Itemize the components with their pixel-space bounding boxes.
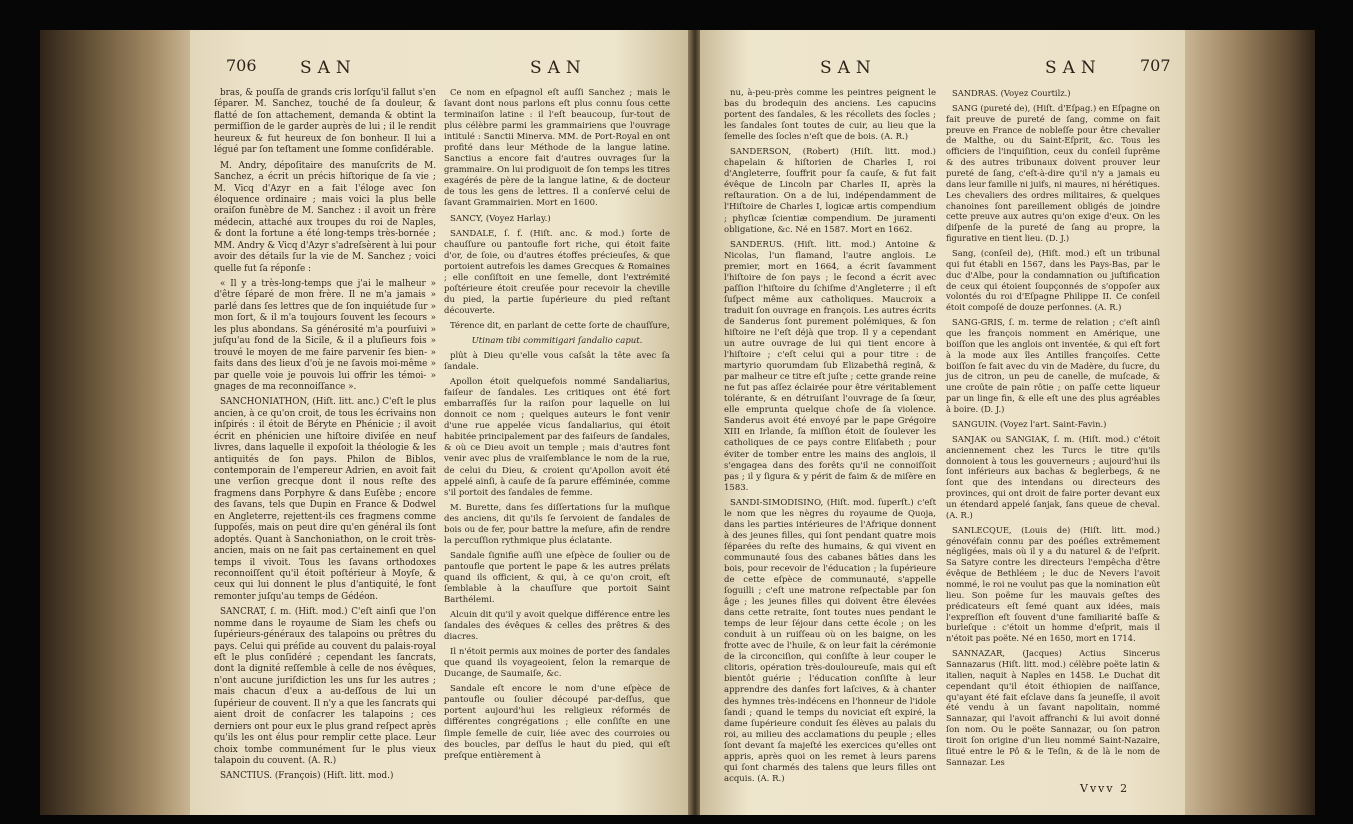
paragraph: Alcuin dit qu'il y avoit quelque différence entre les ſandales des évêques & celles des prêtres & des diacres. <box>444 610 670 643</box>
paragraph: SANDERUS. (Hiſt. litt. mod.) Antoine & Nicolas, l'un flamand, l'autre anglois. Le premier, mort en 1664, a écrit ſavamment l'hiſtoire de ſon pays ; le ſecond a écrit avec paſſion l'hiſtoire du ſchiſme d'Angleterre ; il eſt ſuſpect même aux catholiques. Maucroix a traduit ſon ouvrage en françois. Les autres écrits de Sanderus ſont purement polémiques, & ſon hiſtoire ne l'eſt déjà que trop. Il y a cependant un autre ouvrage de lui qui tient encore à l'hiſtoire ; c'eſt celui qui a pour titre : de martyrio quorumdam ſub Elizabethâ reginâ, & par malheur ce titre eſt juſte ; cette grande reine ne fut pas aſſez éclairée pour être véritablement tolérante, & en détruiſant l'ouvrage de ſa ſœur, elle emprunta quelque choſe de ſa violence. Sanderus avoit été envoyé par le pape Grégoire XIII en Irlande, ſa miſſion étoit de ſoulever les catholiques de ce pays contre Eliſabeth ; pour éviter de tomber entre les mains des anglois, il s'engagea dans des forêts qu'il ne connoiſſoit pas ; il y ſigura & y périt de faim & de miſère en 1583. <box>724 239 936 493</box>
paragraph: SANG (pureté de), (Hiſt. d'Eſpag.) en Eſpagne on fait preuve de pureté de ſang, comme on fait preuve en France de nobleſſe pour être chevalier de Malthe, ou du Saint-Eſprit, &c. Tous les officiers de l'inquiſition, ceux du conſeil ſuprême & des autres tribunaux doivent prouver leur pureté de ſang, c'eſt-à-dire qu'il n'y a jamais eu dans leur famille ni juifs, ni maures, ni hérétiques. Les chevaliers des ordres militaires, & quelques chanoines ſont pareillement obligés de joindre cette preuve aux autres qu'on exige d'eux. On les diſpenſe de la pureté de ſang au propre, la figurative en tient lieu. (D. J.) <box>946 102 1160 244</box>
paragraph: plût à Dieu qu'elle vous caſsât la tête avec ſa ſandale. <box>444 351 670 373</box>
paragraph: SANJAK ou SANGIAK, ſ. m. (Hiſt. mod.) c'étoit anciennement chez les Turcs le titre qu'ils donnoient à tous les gouverneurs ; aujourd'hui ils ſont inférieurs aux bachas & beglerbegs, & ne ſont que des intendans ou directeurs des provinces, qui ont droit de faire porter devant eux un étendard appelé ſanjak, ſans queue de cheval. (A. R.) <box>946 433 1160 520</box>
paragraph: Il n'étoit permis aux moines de porter des ſandales que quand ils voyageoient, ſelon la remarque de Ducange, de Saumaiſe, &c. <box>444 647 670 680</box>
paragraph: Sandale ſignifie auſſi une eſpèce de ſoulier ou de pantoufle que portent le pape & les autres prélats quand ils officient, & qui, à ce qu'on croit, eſt ſemblable à la chauſſure que portoit Saint Barthélemi. <box>444 550 670 606</box>
paragraph: SANNAZAR, (Jacques) Actius Sincerus Sannazarus (Hiſt. litt. mod.) célèbre poëte latin & italien, naquit à Naples en 1458. Le Duchat dit cependant qu'il étoit éthiopien de naiſſance, qu'ayant été fait eſclave dans ſa jeuneſſe, il avoit été vendu à un ſavant napolitain, nommé Sannazar, qui l'avoit affranchi & lui avoit donné ſon nom. Ou le poëte Sannazar, ou ſon patron tiroit ſon origine d'un lieu nommé Saint-Nazaire, ſitué entre le Pô & le Teſin, & de là le nom de Sannazar. Les <box>946 648 1160 767</box>
text-column-1 <box>214 88 436 788</box>
paragraph: SANCY, (Voyez Harlay.) <box>450 213 551 224</box>
page-number: 707 <box>1140 56 1171 75</box>
paragraph: SANDERSON, (Robert) (Hiſt. litt. mod.) chapelain & hiſtorien de Charles I, roi d'Angleterre, ſouffrit pour ſa cauſe, & fut fait évêque de Lincoln par Charles II, après la reſtauration. On a de lui, indépendamment de l'Hiſtoire de Charles I, logicæ artis compendium ; phyſicæ ſcientiæ compendium. De juramenti obligatione, &c. Né en 1587. Mort en 1662. <box>724 147 936 235</box>
paragraph: SANGUIN. (Voyez l'art. Saint-Favin.) <box>952 418 1107 429</box>
right-fore-edge <box>1185 30 1315 815</box>
paragraph: M. Burette, dans ſes diſſertations ſur la muſique des anciens, dit qu'ils ſe ſervoient de ſandales de bois ou de fer, pour battre la meſure, afin de rendre la percuſſion rythmique plus éclatante. <box>444 502 670 546</box>
left-fore-edge <box>40 30 190 815</box>
paragraph: SANDRAS. (Voyez Courtilz.) <box>952 88 1071 98</box>
paragraph: Térence dit, en parlant de cette ſorte de chauſſure, <box>450 320 670 331</box>
text-column-2 <box>444 88 670 788</box>
text-column-1 <box>724 88 936 788</box>
paragraph: bras, & pouſſa de grands cris lorſqu'il fallut s'en ſéparer. M. Sanchez, touché de ſa douleur, & flatté de ſon attachement, demanda & obtint la permiſſion de le garder auprès de lui ; il le rendit heureux & fut heureux de ſon bonheur. Il lui a légué par ſon teſtament une ſomme conſidérable. <box>214 88 436 156</box>
right-page <box>700 30 1185 815</box>
paragraph: Ce nom en eſpagnol eſt auſſi Sanchez ; mais le ſavant dont nous parlons eſt plus connu ſous cette terminaiſon latine : il l'eſt beaucoup, ſur-tout de plus célèbre parmi les grammairiens que l'ouvrage intitulé : Sanctii Minerva. MM. de Port-Royal en ont profité dans leur Méthode de la langue latine. Sanctius a encore fait d'autres ouvrages ſur la grammaire. On lui prodiguoit de ſon temps les titres exagérés de père de la langue latine, & de docteur de tous les gens de lettres. Il a conſervé celui de ſavant Grammairien. Mort en 1600. <box>444 88 670 209</box>
paragraph: SANLECQUE, (Louis de) (Hiſt. litt. mod.) génovéfain connu par des poéſies extrêmement négligées, mais où il y a du naturel & de l'eſprit. Sa Satyre contre les directeurs l'empêcha d'être évêque de Bethléem ; le duc de Nevers l'avoit nommé, le roi ne voulut pas que la nomination eût lieu. Son poëme ſur les mauvais geſtes des prédicateurs eſt ſemé quant aux idées, mais l'expreſſion eſt ſouvent d'une familiarité baſſe & burleſque : c'étoit un homme d'eſprit, mais il n'étoit pas poëte. Né en 1650, mort en 1714. <box>946 524 1160 644</box>
paragraph: SANCHONIATHON, (Hiſt. litt. anc.) C'eſt le plus ancien, à ce qu'on croit, de tous les écrivains non inſpirés : il étoit de Béryte en Phénicie ; il avoit écrit en phénicien une hiſtoire diviſée en neuf livres, dans laquelle il expoſoit la théologie & les antiquités de ſon pays. Philon de Biblos, contemporain de l'empereur Adrien, en avoit fait une verſion grecque dont il nous reſte des fragmens dans Porphyre & dans Euſèbe ; encore des ſavans, tels que Dupin en France & Dodwel en Angleterre, rejettent-ils ces fragmens comme ſuppoſés, mais on peut dire qu'en général ils ſont adoptés. Quant à Sanchoniathon, on le croit très-ancien, mais on ne ſait pas certainement en quel temps il vivoit. Tous les ſavans orthodoxes reconnoiſſent qu'il étoit poſtérieur à Moyſe, & ceux qui lui donnent le plus d'antiquité, le font remonter juſqu'au temps de Gédéon. <box>214 397 436 602</box>
text-column-2 <box>946 88 1160 778</box>
paragraph: « Il y a très-long-temps que j'ai le malheur » d'être ſéparé de mon frère. Il ne m'a jamais » parlé dans ſes lettres que de ſon inquiétude ſur » mon ſort, & il m'a toujours ſouvent les ſecours » les plus abondans. Sa générosité m'a pourſuivi » juſqu'au fond de la Sicile, & il a pluſieurs fois » trouvé le moyen de me faire parvenir ſes bien- » faits dans des lieux d'où je ne ſavois moi-même » par quelle voie je pouvois lui offrir les témoi- » gnages de ma reconnoiſſance ». <box>214 279 436 392</box>
running-head-left: SAN <box>820 58 877 78</box>
left-page <box>190 30 690 815</box>
running-head-right: SAN <box>530 58 587 78</box>
paragraph: SANDI-SIMODISINO, (Hiſt. mod. ſuperſt.) c'eſt le nom que les nègres du royaume de Quoja, dans les parties intérieures de l'Afrique donnent à des jeunes filles, qui ſont pendant quatre mois ſéparées du reſte des humains, & qui vivent en communauté ſous des cabanes bâties dans les bois, pour recevoir de l'éducation ; la ſupérieure de cette eſpèce de communauté, s'appelle ſoguilli ; c'eſt une matrone reſpectable par ſon âge ; les jeunes filles qui doivent être élevées dans cette retraite, ſont toutes nues pendant le temps de leur ſéjour dans cette école ; on les conduit à un ruiſſeau où on les baigne, on les frotte avec de l'huile, & on leur fait la cérémonie de la circonciſion, qui conſiſte à leur couper le clitoris, opération très-douloureuſe, mais qui eſt bientôt guérie ; l'éducation conſiſte à leur apprendre des danſes fort laſcives, & à chanter des hymnes très-indécens en l'honneur de l'idole ſandi ; quand le temps du noviciat eſt expiré, la dame ſupérieure conduit ſes élèves au palais du roi, au milieu des acclamations du peuple ; elles ſont devant ſa majeſté les exercices qu'elles ont appris, après quoi on les remet à leurs parens qui ſont charmés des talens que leurs filles ont acquis. (A. R.) <box>724 497 936 784</box>
signature-mark: Vvvv 2 <box>1080 782 1130 795</box>
paragraph: SANDALE, ſ. f. (Hiſt. anc. & mod.) ſorte de chauſſure ou pantoufle fort riche, qui étoit faite d'or, de ſoie, ou d'autres étoffes précieuſes, & que portoient autrefois les dames Grecques & Romaines ; elle conſiſtoit en une ſemelle, dont l'extrémité poſtérieure étoit creuſée pour recevoir la cheville du pied, la partie ſupérieure du pied reſtant découverte. <box>444 228 670 316</box>
paragraph: Apollon étoit quelquefois nommé Sandaliarius, faiſeur de ſandales. Les critiques ont été fort embarraſſés ſur la raiſon pour laquelle on lui donnoit ce nom ; quelques auteurs le font venir d'une rue appelée vicus ſandaliarius, qui étoit habitée principalement par des faiſeurs de ſandales, & où ce Dieu avoit un temple ; mais d'autres font venir avec plus de vraiſemblance le nom de la rue, de celui du Dieu, & croient qu'Apollon avoit été appelé ainſi, à cauſe de ſa parure efféminée, comme s'il portoit des ſandales de femme. <box>444 377 670 498</box>
running-head-left: SAN <box>300 58 357 78</box>
page-number: 706 <box>226 56 257 75</box>
paragraph: nu, à-peu-près comme les peintres peignent le bas du brodequin des anciens. Les capucins portent des ſandales, & les récollets des ſocles ; les ſandales ſont toutes de cuir, au lieu que la ſemelle des ſocles n'eſt que de bois. (A. R.) <box>724 88 936 143</box>
paragraph: Sang, (conſeil de), (Hiſt. mod.) eſt un tribunal qui fut établi en 1567, dans les Pays-Bas, par le duc d'Albe, pour la condamnation ou juſtification de ceux qui étoient ſoupçonnés de s'oppoſer aux volontés du roi d'Eſpagne Philippe II. Ce conſeil étoit compoſé de douze perſonnes. (A. R.) <box>946 248 1160 313</box>
paragraph: M. Andry, dépoſitaire des manuſcrits de M. Sanchez, a écrit un précis hiſtorique de ſa vie ; M. Vicq d'Azyr en a fait l'éloge avec ſon éloquence ordinaire ; mais voici la plus belle oraiſon funèbre de M. Sanchez : il avoit un frère médecin, attaché aux troupes du roi de Naples, & dont la fortune a été long-temps très-bornée ; MM. Andry & Vicq d'Azyr s'adreſsèrent à lui pour avoir des détails ſur la vie de M. Sanchez ; voici quelle fut ſa réponſe : <box>214 160 436 274</box>
paragraph: SANCRAT, ſ. m. (Hiſt. mod.) C'eſt ainſi que l'on nomme dans le royaume de Siam les chefs ou ſupérieurs-généraux des talapoins ou prêtres du pays. Celui qui préſide au couvent du palais-royal eſt le plus conſidéré ; cependant les ſancrats, dont la dignité reſſemble à celle de nos évêques, n'ont aucune juriſdiction les uns ſur les autres ; mais chacun d'eux a au-deſſous de lui un ſupérieur de couvent. Il n'y a que les ſancrats qui aient droit de conſacrer les talapoins ; ces derniers ont pour eux le plus grand reſpect après qu'ils les ont élus pour remplir cette place. Leur choix tombe communément ſur le plus vieux talapoin du couvent. (A. R.) <box>214 607 436 766</box>
running-head-right: SAN <box>1045 58 1102 78</box>
paragraph: SANCTIUS. (François) (Hiſt. litt. mod.) <box>220 771 394 782</box>
paragraph: Sandale eſt encore le nom d'une eſpèce de pantoufle ou ſoulier découpé par-deſſus, que portent aujourd'hui les religieux réformés de différentes congrégations ; elle conſiſte en une ſimple ſemelle de cuir, liée avec des courroies ou des boucles, par deſſus le haut du pied, qui eſt preſque entièrement à <box>444 684 670 761</box>
paragraph: Utinam tibi commitigari ſandalio caput. <box>471 335 643 346</box>
paragraph: SANG-GRIS, ſ. m. terme de relation ; c'eſt ainſi que les françois nomment en Amérique, une boiſſon que les anglois ont inventée, & qui eſt fort à la mode aux îles Antilles françoiſes. Cette boiſſon ſe fait avec du vin de Madère, du ſucre, du jus de citron, un peu de canelle, de muſcade, & une croûte de pain rôtie ; on paſſe cette liqueur par un linge fin, & elle eſt une des plus agréables à boire. (D. J.) <box>946 317 1160 415</box>
